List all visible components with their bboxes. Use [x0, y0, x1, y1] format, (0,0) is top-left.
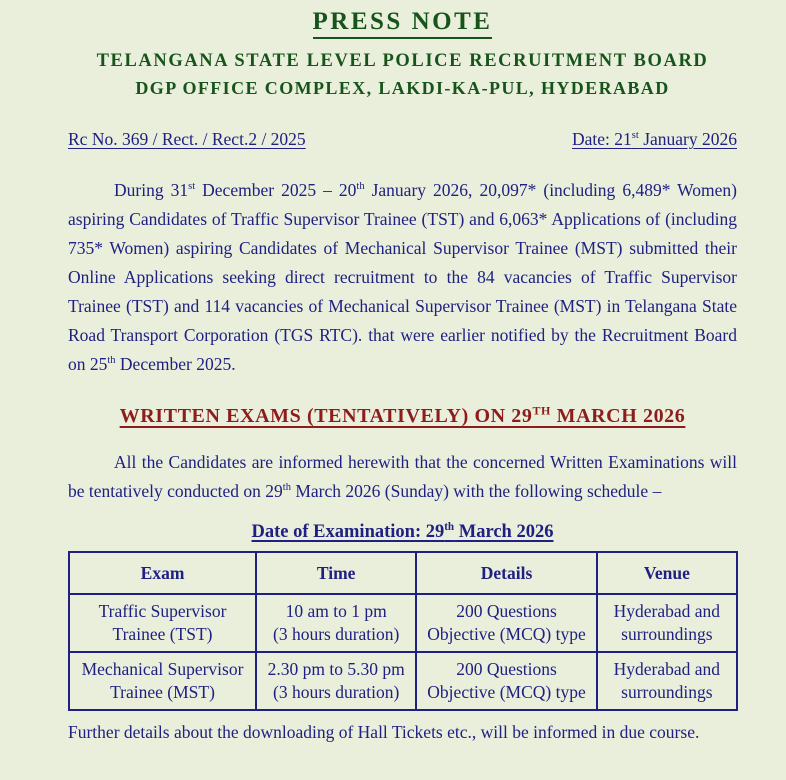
cell-line: Mechanical Supervisor — [81, 659, 244, 679]
cell-line: Hyderabad and — [613, 601, 721, 621]
applications-paragraph: During 31st December 2025 – 20th January 2026, 20,097* (including 6,489* Women) aspiring Candidates of Traffic Supervisor Trainee (TST) and 6,063* Applications of (including 735* Women) aspiring Candidates of Mechanical Supervisor Trainee (MST) submitted their Online Applications seeking direct recruitment to the 84 vacancies of Traffic Supervisor Trainee (TST) and 114 vacancies of Mechanical Supervisor Trainee (MST) in Telangana State Road Transport Corporation (TGS RTC). that were earlier notified by the Recruitment Board on 25th December 2025. — [68, 180, 737, 374]
cell-line: Hyderabad and — [613, 659, 721, 679]
cell-line: 2.30 pm to 5.30 pm — [267, 659, 405, 679]
venue-cell — [597, 652, 737, 710]
time-cell — [256, 594, 416, 652]
cell-line: Objective (MCQ) type — [427, 624, 586, 644]
cell-line: (3 hours duration) — [273, 624, 400, 644]
column-header-details: Details — [416, 552, 596, 594]
cell-line: (3 hours duration) — [273, 682, 400, 702]
title-row — [68, 8, 737, 39]
details-cell — [416, 652, 596, 710]
cell-line: Traffic Supervisor — [98, 601, 227, 621]
exam-date-heading: Date of Examination: 29th March 2026 — [251, 520, 554, 542]
exam-cell — [69, 652, 256, 710]
reference-row — [68, 129, 737, 150]
cell-line: 200 Questions — [456, 659, 557, 679]
time-cell — [256, 652, 416, 710]
exam-schedule-table — [68, 551, 738, 711]
document-date: Date: 21st January 2026 — [572, 129, 737, 149]
cell-line: Objective (MCQ) type — [427, 682, 586, 702]
column-header-venue: Venue — [597, 552, 737, 594]
cell-line: Trainee (MST) — [110, 682, 215, 702]
document-title: PRESS NOTE — [313, 8, 493, 39]
table-row-mst — [69, 652, 737, 710]
schedule-paragraph: All the Candidates are informed herewith that the concerned Written Examinations will be tentatively conducted on 29th March 2026 (Sunday) with the following schedule – — [68, 452, 737, 501]
cell-line: 10 am to 1 pm — [285, 601, 387, 621]
footer-note: Further details about the downloading of Hall Tickets etc., will be informed in due course. — [68, 722, 700, 742]
table-header-row — [69, 552, 737, 594]
org-address: DGP OFFICE COMPLEX, LAKDI-KA-PUL, HYDERABAD — [135, 78, 670, 98]
table-header — [69, 552, 737, 594]
cell-line: surroundings — [621, 624, 713, 644]
venue-cell — [597, 594, 737, 652]
table-body — [69, 594, 737, 710]
cell-line: surroundings — [621, 682, 713, 702]
exam-cell — [69, 594, 256, 652]
written-exams-heading: WRITTEN EXAMS (TENTATIVELY) ON 29TH MARCH 2026 — [119, 403, 686, 427]
table-row-tst — [69, 594, 737, 652]
details-cell — [416, 594, 596, 652]
reference-number: Rc No. 369 / Rect. / Rect.2 / 2025 — [68, 129, 306, 149]
column-header-time: Time — [256, 552, 416, 594]
org-name: TELANGANA STATE LEVEL POLICE RECRUITMENT BOARD — [96, 51, 709, 71]
cell-line: Trainee (TST) — [112, 624, 213, 644]
column-header-exam: Exam — [69, 552, 256, 594]
cell-line: 200 Questions — [456, 601, 557, 621]
